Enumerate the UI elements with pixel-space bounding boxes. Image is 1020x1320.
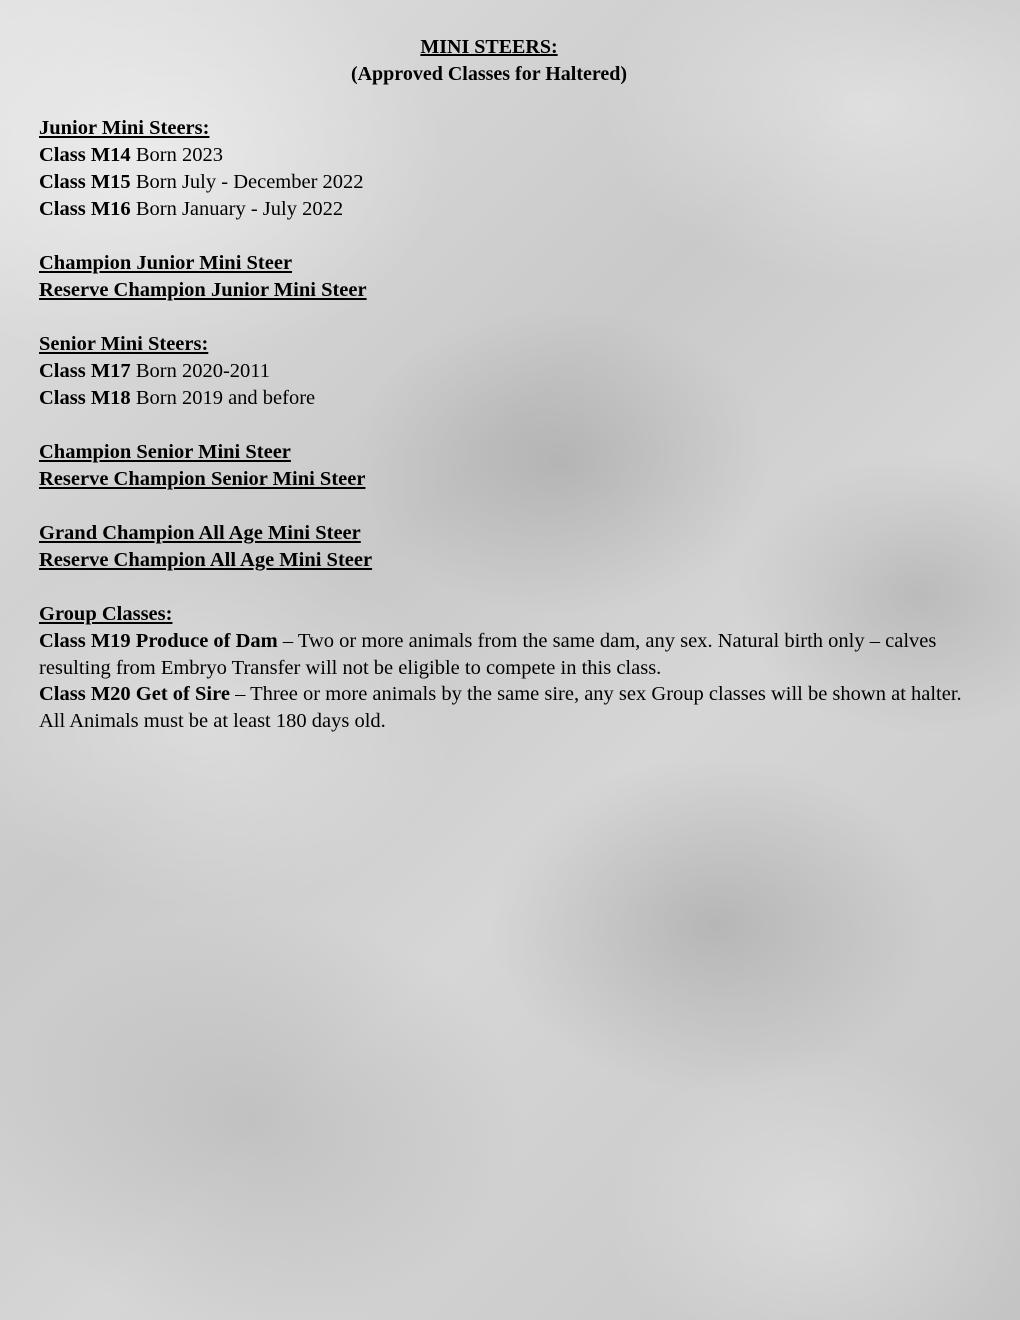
all-age-section	[39, 520, 979, 574]
junior-reserve-champion: Reserve Champion Junior Mini Steer	[39, 279, 367, 301]
class-line-m15	[39, 169, 979, 196]
class-code: Class M18	[39, 387, 131, 409]
document-title	[19, 34, 959, 88]
senior-reserve-champion: Reserve Champion Senior Mini Steer	[39, 468, 366, 490]
class-desc: – Three or more animals by the same sire, any sex Group classes will be shown at halter. All Animals must be at least 180 days old.	[39, 683, 962, 732]
junior-section	[39, 115, 979, 304]
senior-champion: Champion Senior Mini Steer	[39, 441, 291, 463]
senior-section	[39, 331, 979, 493]
class-paragraph-m19	[39, 628, 979, 681]
class-code: Class M20 Get of Sire	[39, 683, 230, 705]
senior-heading: Senior Mini Steers:	[39, 333, 209, 355]
group-section	[39, 601, 979, 734]
class-paragraph-m20	[39, 681, 979, 734]
title-main: MINI STEERS:	[420, 36, 558, 58]
class-code: Class M17	[39, 360, 131, 382]
class-code: Class M15	[39, 171, 131, 193]
title-subtitle: (Approved Classes for Haltered)	[350, 63, 628, 85]
class-line-m14	[39, 142, 979, 169]
class-desc: Born 2020-2011	[130, 360, 271, 382]
class-code: Class M14	[39, 144, 131, 166]
junior-heading: Junior Mini Steers:	[39, 117, 210, 139]
document-page	[39, 34, 979, 734]
class-line-m17	[39, 358, 979, 385]
group-heading: Group Classes:	[39, 603, 173, 625]
class-code: Class M16	[39, 198, 131, 220]
class-line-m18	[39, 385, 979, 412]
class-line-m16	[39, 196, 979, 223]
class-code: Class M19 Produce of Dam	[39, 630, 278, 652]
class-desc: Born July - December 2022	[130, 171, 364, 193]
class-desc: Born January - July 2022	[130, 198, 344, 220]
class-desc: – Two or more animals from the same dam, any sex. Natural birth only – calves resulting from Embryo Transfer will not be eligible to compete in this class.	[39, 630, 937, 679]
all-age-reserve-champion: Reserve Champion All Age Mini Steer	[39, 549, 373, 571]
class-desc: Born 2019 and before	[130, 387, 316, 409]
grand-champion: Grand Champion All Age Mini Steer	[39, 522, 361, 544]
junior-champion: Champion Junior Mini Steer	[39, 252, 293, 274]
class-desc: Born 2023	[130, 144, 223, 166]
